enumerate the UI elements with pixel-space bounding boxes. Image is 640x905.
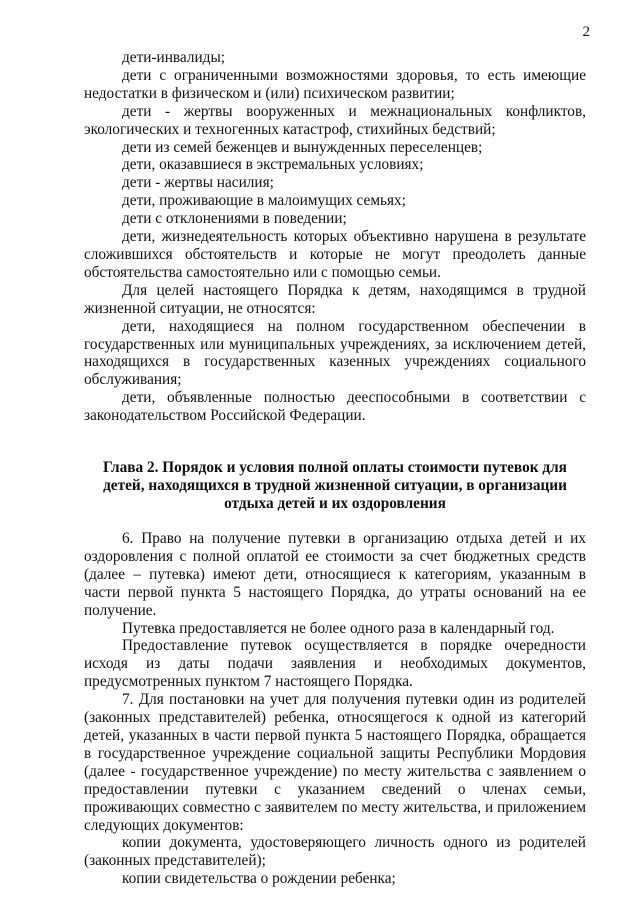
section-6	[84, 530, 586, 691]
category-list	[84, 49, 586, 282]
list-item: дети, проживающие в малоимущих семьях;	[122, 192, 406, 210]
list-item: дети, объявленные полностью дееспособными в соответствии с законодательством Российской Федерации.	[84, 389, 586, 425]
list-item: дети - жертвы насилия;	[122, 174, 274, 192]
list-item: дети - жертвы вооруженных и межнациональных конфликтов, экологических и техногенных катастроф, стихийных бедствий;	[84, 102, 586, 138]
chapter-heading: Глава 2. Порядок и условия полной оплаты стоимости путевок для детей, находящихся в трудной жизненной ситуации, в организации отдыха детей и их оздоровления	[103, 459, 567, 513]
paragraph: Путевка предоставляется не более одного раза в календарный год.	[122, 619, 555, 637]
page-number: 2	[582, 24, 590, 40]
list-item: дети с отклонениями в поведении;	[122, 210, 347, 228]
list-item: дети, находящиеся на полном государственном обеспечении в государственных или муниципальных учреждениях, за исключением детей, находящихся в государственных казенных учреждениях социального обслуживания;	[84, 317, 586, 389]
page-content	[84, 49, 586, 888]
list-item: дети из семей беженцев и вынужденных переселенцев;	[122, 138, 483, 156]
list-item: копии документа, удостоверяющего личность одного из родителей (законных представителей);	[84, 834, 586, 870]
documents-list	[84, 834, 586, 888]
spacer	[84, 425, 586, 442]
paragraph: 6. Право на получение путевки в организацию отдыха детей и их оздоровления с полной оплатой ее стоимости за счет бюджетных средств (далее – путевка) имеют дети, относящиеся к категориям, указанным в части первой пункта 5 настоящего Порядка, до утраты оснований на ее получение.	[84, 530, 586, 619]
spacer	[84, 513, 586, 530]
paragraph: Предоставление путевок осуществляется в порядке очередности исходя из даты подачи заявления и необходимых документов, предусмотренных пунктом 7 настоящего Порядка.	[84, 637, 586, 691]
list-item: копии свидетельства о рождении ребенка;	[122, 870, 396, 888]
exclusion-intro: Для целей настоящего Порядка к детям, находящимся в трудной жизненной ситуации, не относятся:	[84, 281, 586, 317]
list-item: дети с ограниченными возможностями здоровья, то есть имеющие недостатки в физическом и (или) психическом развитии;	[84, 66, 586, 102]
list-item: дети, жизнедеятельность которых объективно нарушена в результате сложившихся обстоятельств и которые не могут преодолеть данные обстоятельства самостоятельно или с помощью семьи.	[84, 228, 586, 281]
exclusion-list	[84, 318, 586, 425]
list-item: дети, оказавшиеся в экстремальных условиях;	[122, 156, 424, 174]
spacer	[84, 442, 586, 459]
list-item: дети-инвалиды;	[122, 49, 225, 66]
section-7: 7. Для постановки на учет для получения путевки один из родителей (законных представителей) ребенка, относящегося к одной из категорий детей, указанных в части первой пункта 5 настоящего Порядка, обращается в государственное учреждение социальной защиты Республики Мордовия (далее - государственное учреждение) по месту жительства с заявлением о предоставлении путевки с указанием сведений о членах семьи, проживающих совместно с заявителем по месту жительства, и приложением следующих документов:	[84, 691, 586, 834]
